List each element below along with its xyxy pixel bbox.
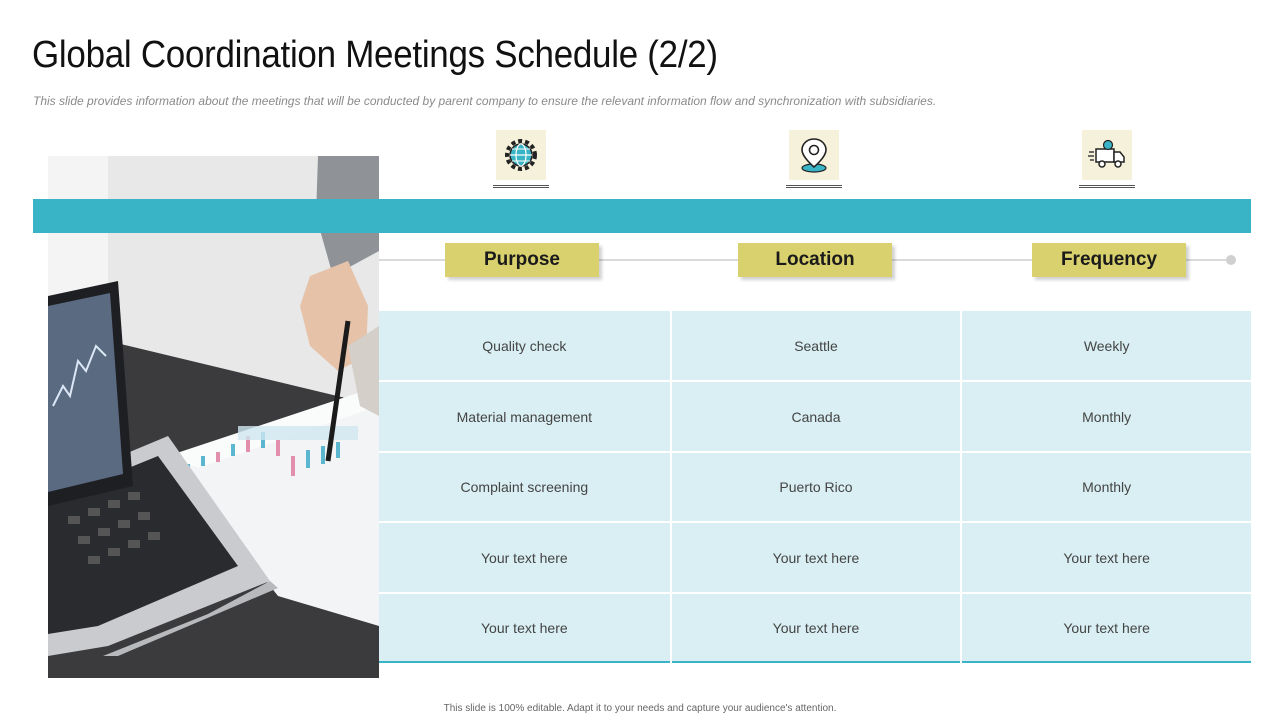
icon-underline xyxy=(786,185,842,188)
page-subtitle: This slide provides information about the meetings that will be conducted by parent company to ensure the relevant information flow and synchronization with subsidiaries. xyxy=(33,94,937,108)
connector-end-dot xyxy=(1226,255,1236,265)
table-row xyxy=(379,593,1251,663)
table-row xyxy=(379,311,1251,381)
schedule-table xyxy=(379,311,1251,663)
laptop-photo xyxy=(48,156,379,678)
page-title: Global Coordination Meetings Schedule (2/2) xyxy=(32,34,718,76)
table-row xyxy=(379,523,1251,593)
delivery-truck-icon xyxy=(1082,130,1132,180)
cell-location: Your text here xyxy=(670,523,961,593)
cell-purpose: Your text here xyxy=(481,550,568,566)
icon-underline xyxy=(493,185,549,188)
column-header-frequency: Frequency xyxy=(1032,243,1186,277)
icon-underline xyxy=(1079,185,1135,188)
column-header-location: Location xyxy=(738,243,892,277)
cell-purpose: Your text here xyxy=(481,620,568,636)
cell-frequency: Your text here xyxy=(960,523,1251,593)
cell-frequency: Monthly xyxy=(960,382,1251,452)
cell-location: Puerto Rico xyxy=(670,452,961,522)
cell-purpose: Quality check xyxy=(482,338,567,354)
footer-note: This slide is 100% editable. Adapt it to your needs and capture your audience's attention. xyxy=(443,703,837,714)
cell-location: Canada xyxy=(670,382,961,452)
cell-purpose: Material management xyxy=(456,409,593,425)
cell-purpose: Complaint screening xyxy=(460,479,589,495)
cell-frequency: Your text here xyxy=(960,593,1251,663)
header-band xyxy=(33,199,1251,233)
table-row xyxy=(379,382,1251,452)
cell-frequency: Weekly xyxy=(960,311,1251,381)
column-header-purpose: Purpose xyxy=(445,243,599,277)
cell-location: Seattle xyxy=(670,311,961,381)
table-row xyxy=(379,452,1251,522)
cell-frequency: Monthly xyxy=(960,452,1251,522)
cell-location: Your text here xyxy=(670,593,961,663)
globe-gear-icon xyxy=(496,130,546,180)
location-pin-icon xyxy=(789,130,839,180)
